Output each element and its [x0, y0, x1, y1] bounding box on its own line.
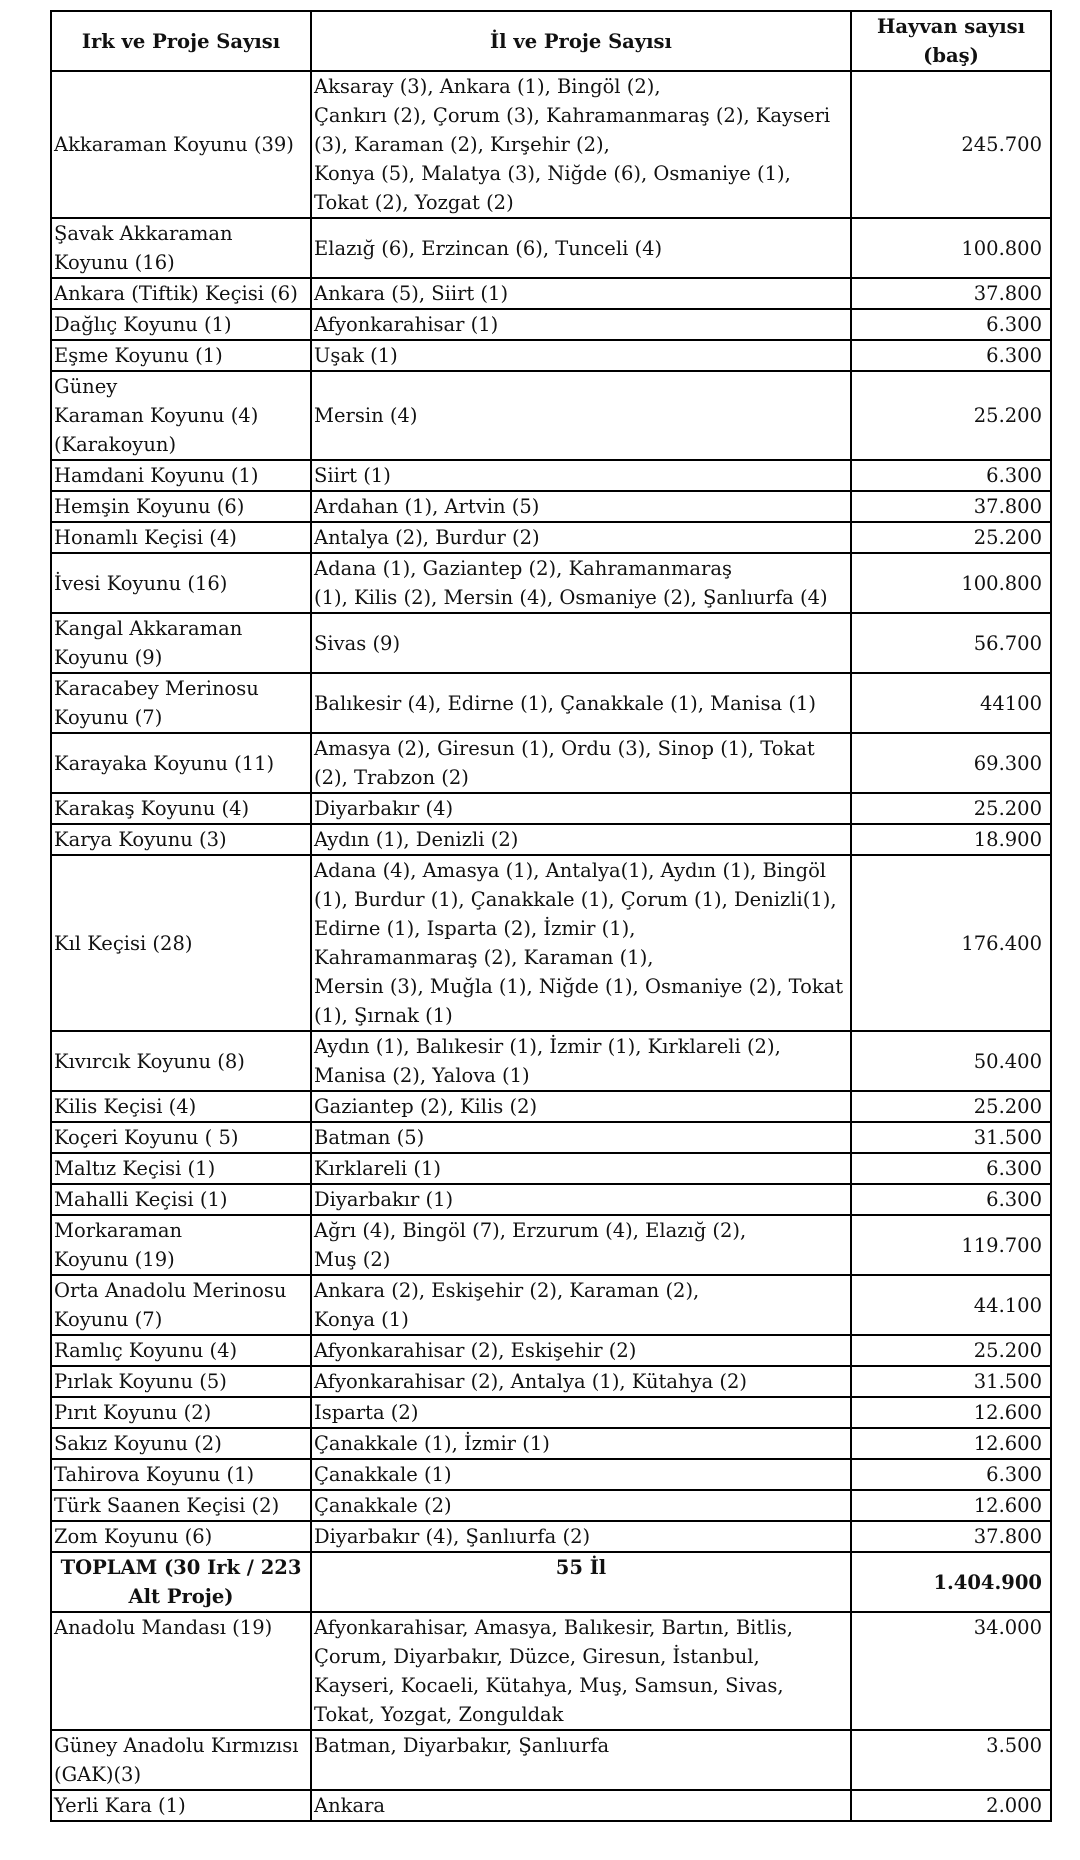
provinces-cell: Ağrı (4), Bingöl (7), Erzurum (4), Elazığ (2), Muş (2) — [311, 1215, 851, 1275]
table-row — [51, 793, 1051, 824]
provinces-cell: Uşak (1) — [311, 340, 851, 371]
table-row — [51, 733, 1051, 793]
breed-project-table-wrapper — [50, 10, 1050, 1822]
animal-count-cell: 18.900 — [851, 824, 1051, 855]
animal-count-cell: 34.000 — [851, 1612, 1051, 1730]
provinces-cell: Aydın (1), Denizli (2) — [311, 824, 851, 855]
table-header-row — [51, 11, 1051, 71]
header-provinces: İl ve Proje Sayısı — [311, 11, 851, 71]
animal-count-cell: 44.100 — [851, 1275, 1051, 1335]
animal-count-cell: 31.500 — [851, 1366, 1051, 1397]
animal-count-cell: 12.600 — [851, 1397, 1051, 1428]
provinces-cell: Antalya (2), Burdur (2) — [311, 522, 851, 553]
provinces-cell: Ankara (5), Siirt (1) — [311, 278, 851, 309]
provinces-cell: Mersin (4) — [311, 371, 851, 460]
animal-count-cell: 37.800 — [851, 1521, 1051, 1552]
provinces-cell: Afyonkarahisar (2), Antalya (1), Kütahya (2) — [311, 1366, 851, 1397]
table-row — [51, 1091, 1051, 1122]
table-row — [51, 1215, 1051, 1275]
provinces-cell: Afyonkarahisar (2), Eskişehir (2) — [311, 1335, 851, 1366]
table-row — [51, 1612, 1051, 1730]
provinces-cell: Diyarbakır (1) — [311, 1184, 851, 1215]
provinces-cell: Batman (5) — [311, 1122, 851, 1153]
provinces-cell: Kırklareli (1) — [311, 1153, 851, 1184]
table-row — [51, 1397, 1051, 1428]
breed-cell: Kıvırcık Koyunu (8) — [51, 1031, 311, 1091]
animal-count-cell: 56.700 — [851, 613, 1051, 673]
provinces-cell: Balıkesir (4), Edirne (1), Çanakkale (1), Manisa (1) — [311, 673, 851, 733]
breed-cell: Kilis Keçisi (4) — [51, 1091, 311, 1122]
animal-count-cell: 6.300 — [851, 340, 1051, 371]
provinces-cell: Gaziantep (2), Kilis (2) — [311, 1091, 851, 1122]
breed-cell: Karayaka Koyunu (11) — [51, 733, 311, 793]
provinces-cell: Diyarbakır (4), Şanlıurfa (2) — [311, 1521, 851, 1552]
table-row — [51, 218, 1051, 278]
breed-cell: Yerli Kara (1) — [51, 1790, 311, 1821]
provinces-cell: Amasya (2), Giresun (1), Ordu (3), Sinop (1), Tokat (2), Trabzon (2) — [311, 733, 851, 793]
total-row — [51, 1552, 1051, 1612]
table-row — [51, 1730, 1051, 1790]
table-row — [51, 309, 1051, 340]
table-row — [51, 1184, 1051, 1215]
provinces-cell: Sivas (9) — [311, 613, 851, 673]
breed-cell: Ankara (Tiftik) Keçisi (6) — [51, 278, 311, 309]
header-animal-count: Hayvan sayısı (baş) — [851, 11, 1051, 71]
breed-cell: Eşme Koyunu (1) — [51, 340, 311, 371]
table-row — [51, 673, 1051, 733]
breed-cell: Morkaraman Koyunu (19) — [51, 1215, 311, 1275]
animal-count-cell: 31.500 — [851, 1122, 1051, 1153]
breed-cell: Hemşin Koyunu (6) — [51, 491, 311, 522]
provinces-cell: Ankara (2), Eskişehir (2), Karaman (2), Konya (1) — [311, 1275, 851, 1335]
animal-count-cell: 25.200 — [851, 371, 1051, 460]
animal-count-cell: 6.300 — [851, 1459, 1051, 1490]
breed-cell: Sakız Koyunu (2) — [51, 1428, 311, 1459]
table-row — [51, 1335, 1051, 1366]
provinces-cell: Aydın (1), Balıkesir (1), İzmir (1), Kırklareli (2), Manisa (2), Yalova (1) — [311, 1031, 851, 1091]
provinces-cell: Afyonkarahisar, Amasya, Balıkesir, Bartın, Bitlis, Çorum, Diyarbakır, Düzce, Giresun, İstanbul, Kayseri, Kocaeli, Kütahya, Muş, Samsun, Sivas, Tokat, Yozgat, Zonguldak — [311, 1612, 851, 1730]
animal-count-cell: 37.800 — [851, 278, 1051, 309]
total-provinces-cell: 55 İl — [311, 1552, 851, 1612]
table-row — [51, 1428, 1051, 1459]
animal-count-cell: 25.200 — [851, 1091, 1051, 1122]
provinces-cell: Çanakkale (1), İzmir (1) — [311, 1428, 851, 1459]
provinces-cell: Adana (1), Gaziantep (2), Kahramanmaraş (1), Kilis (2), Mersin (4), Osmaniye (2), Şanlıurfa (4) — [311, 553, 851, 613]
breed-cell: Zom Koyunu (6) — [51, 1521, 311, 1552]
breed-cell: Orta Anadolu Merinosu Koyunu (7) — [51, 1275, 311, 1335]
animal-count-cell: 44100 — [851, 673, 1051, 733]
animal-count-cell: 50.400 — [851, 1031, 1051, 1091]
breed-cell: Güney Anadolu Kırmızısı (GAK)(3) — [51, 1730, 311, 1790]
animal-count-cell: 25.200 — [851, 1335, 1051, 1366]
breed-cell: Hamdani Koyunu (1) — [51, 460, 311, 491]
animal-count-cell: 69.300 — [851, 733, 1051, 793]
provinces-cell: Ardahan (1), Artvin (5) — [311, 491, 851, 522]
table-row — [51, 1790, 1051, 1821]
animal-count-cell: 12.600 — [851, 1428, 1051, 1459]
breed-cell: Kıl Keçisi (28) — [51, 855, 311, 1031]
breed-cell: Kangal Akkaraman Koyunu (9) — [51, 613, 311, 673]
animal-count-cell: 176.400 — [851, 855, 1051, 1031]
animal-count-cell: 2.000 — [851, 1790, 1051, 1821]
animal-count-cell: 245.700 — [851, 71, 1051, 218]
table-row — [51, 613, 1051, 673]
breed-cell: Maltız Keçisi (1) — [51, 1153, 311, 1184]
provinces-cell: Elazığ (6), Erzincan (6), Tunceli (4) — [311, 218, 851, 278]
table-row — [51, 824, 1051, 855]
total-count-cell: 1.404.900 — [851, 1552, 1051, 1612]
breed-cell: Ramlıç Koyunu (4) — [51, 1335, 311, 1366]
animal-count-cell: 100.800 — [851, 218, 1051, 278]
table-row — [51, 553, 1051, 613]
animal-count-cell: 6.300 — [851, 1153, 1051, 1184]
breed-cell: Şavak Akkaraman Koyunu (16) — [51, 218, 311, 278]
provinces-cell: Isparta (2) — [311, 1397, 851, 1428]
table-row — [51, 460, 1051, 491]
breed-cell: Tahirova Koyunu (1) — [51, 1459, 311, 1490]
breed-cell: Pırıt Koyunu (2) — [51, 1397, 311, 1428]
breed-cell: Akkaraman Koyunu (39) — [51, 71, 311, 218]
animal-count-cell: 12.600 — [851, 1490, 1051, 1521]
table-row — [51, 491, 1051, 522]
animal-count-cell: 3.500 — [851, 1730, 1051, 1790]
animal-count-cell: 25.200 — [851, 793, 1051, 824]
breed-cell: Dağlıç Koyunu (1) — [51, 309, 311, 340]
animal-count-cell: 100.800 — [851, 553, 1051, 613]
table-row — [51, 71, 1051, 218]
table-row — [51, 1031, 1051, 1091]
table-body — [51, 71, 1051, 1821]
breed-cell: Güney Karaman Koyunu (4) (Karakoyun) — [51, 371, 311, 460]
table-row — [51, 522, 1051, 553]
table-row — [51, 855, 1051, 1031]
provinces-cell: Aksaray (3), Ankara (1), Bingöl (2), Çankırı (2), Çorum (3), Kahramanmaraş (2), Kayseri (3), Karaman (2), Kırşehir (2), Konya (5), Malatya (3), Niğde (6), Osmaniye (1), Tokat (2), Yozgat (2) — [311, 71, 851, 218]
header-breed: Irk ve Proje Sayısı — [51, 11, 311, 71]
provinces-cell: Çanakkale (1) — [311, 1459, 851, 1490]
breed-cell: Honamlı Keçisi (4) — [51, 522, 311, 553]
table-row — [51, 1521, 1051, 1552]
table-row — [51, 1459, 1051, 1490]
breed-cell: İvesi Koyunu (16) — [51, 553, 311, 613]
provinces-cell: Adana (4), Amasya (1), Antalya(1), Aydın (1), Bingöl (1), Burdur (1), Çanakkale (1), Çorum (1), Denizli(1), Edirne (1), Isparta (2), İzmir (1), Kahramanmaraş (2), Karaman (1), Mersin (3), Muğla (1), Niğde (1), Osmaniye (2), Tokat (1), Şırnak (1) — [311, 855, 851, 1031]
provinces-cell: Siirt (1) — [311, 460, 851, 491]
breed-cell: Mahalli Keçisi (1) — [51, 1184, 311, 1215]
table-row — [51, 1122, 1051, 1153]
breed-cell: Anadolu Mandası (19) — [51, 1612, 311, 1730]
table-row — [51, 340, 1051, 371]
breed-cell: Karakaş Koyunu (4) — [51, 793, 311, 824]
breed-project-table — [50, 10, 1052, 1822]
table-row — [51, 278, 1051, 309]
table-row — [51, 1366, 1051, 1397]
breed-cell: Türk Saanen Keçisi (2) — [51, 1490, 311, 1521]
provinces-cell: Çanakkale (2) — [311, 1490, 851, 1521]
table-row — [51, 371, 1051, 460]
breed-cell: Karya Koyunu (3) — [51, 824, 311, 855]
breed-cell: Pırlak Koyunu (5) — [51, 1366, 311, 1397]
animal-count-cell: 6.300 — [851, 460, 1051, 491]
animal-count-cell: 25.200 — [851, 522, 1051, 553]
provinces-cell: Batman, Diyarbakır, Şanlıurfa — [311, 1730, 851, 1790]
animal-count-cell: 6.300 — [851, 309, 1051, 340]
provinces-cell: Ankara — [311, 1790, 851, 1821]
table-row — [51, 1275, 1051, 1335]
provinces-cell: Afyonkarahisar (1) — [311, 309, 851, 340]
total-label-cell: TOPLAM (30 Irk / 223 Alt Proje) — [51, 1552, 311, 1612]
provinces-cell: Diyarbakır (4) — [311, 793, 851, 824]
animal-count-cell: 37.800 — [851, 491, 1051, 522]
breed-cell: Karacabey Merinosu Koyunu (7) — [51, 673, 311, 733]
animal-count-cell: 119.700 — [851, 1215, 1051, 1275]
table-row — [51, 1153, 1051, 1184]
animal-count-cell: 6.300 — [851, 1184, 1051, 1215]
breed-cell: Koçeri Koyunu ( 5) — [51, 1122, 311, 1153]
table-row — [51, 1490, 1051, 1521]
